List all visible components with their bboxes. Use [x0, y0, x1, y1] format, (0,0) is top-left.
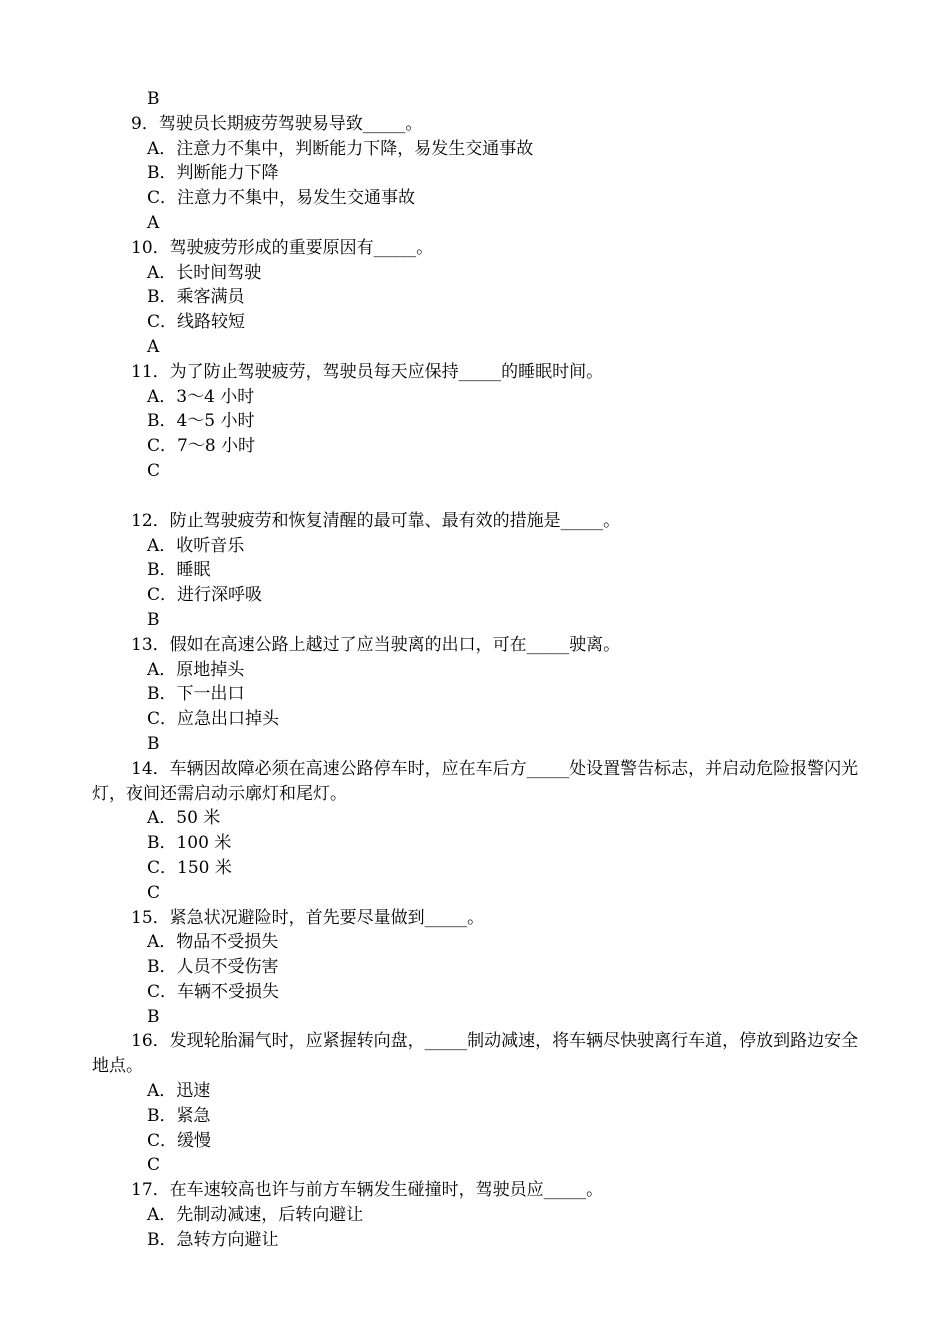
question-10 [0, 236, 950, 261]
option-b: B．急转方向避让 [147, 1229, 279, 1250]
question-text: 为了防止驾驶疲劳，驾驶员每天应保持_____的睡眠时间。 [169, 361, 604, 382]
question-text: 防止驾驶疲劳和恢复清醒的最可靠、最有效的措施是_____。 [169, 510, 621, 531]
option-b: B．下一出口 [147, 684, 245, 705]
option-c: C．车辆不受损失 [147, 981, 280, 1002]
answer-line: A [147, 212, 160, 233]
option-a: A．注意力不集中，判断能力下降，易发生交通事故 [147, 138, 534, 159]
question-14 [0, 757, 950, 807]
option-a: A．先制动减速，后转向避让 [147, 1205, 364, 1226]
answer-line: C [147, 460, 161, 481]
question-number: 9． [131, 113, 159, 134]
option-a: A．长时间驾驶 [147, 262, 262, 283]
question-text: 发现轮胎漏气时，应紧握转向盘，_____制动减速，将车辆尽快驶离行车道，停放到路边安全地点。 [92, 1031, 859, 1077]
answer-line: C [147, 882, 161, 903]
option-a: A．物品不受损失 [147, 932, 279, 953]
question-12 [0, 509, 950, 534]
question-text: 在车速较高也许与前方车辆发生碰撞时，驾驶员应_____。 [169, 1180, 604, 1201]
answer-line: C [147, 1155, 161, 1176]
question-text: 车辆因故障必须在高速公路停车时，应在车后方_____处设置警告标志，并启动危险报警闪光灯，夜间还需启动示廓灯和尾灯。 [92, 758, 859, 804]
option-c: C．应急出口掉头 [147, 709, 280, 730]
option-a: A．原地掉头 [147, 659, 245, 680]
question-number: 10． [131, 237, 170, 258]
question-16 [0, 1029, 950, 1079]
option-b: B．紧急 [147, 1105, 211, 1126]
question-number: 14． [131, 758, 170, 779]
option-b: B．判断能力下降 [147, 163, 279, 184]
blank-gap [0, 484, 950, 509]
answer-line: B [147, 89, 160, 109]
option-b: B．乘客满员 [147, 287, 245, 308]
question-text: 驾驶疲劳形成的重要原因有_____。 [169, 237, 434, 258]
option-a: A．50 米 [147, 808, 221, 829]
answer-line: B [147, 733, 160, 754]
question-number: 13． [131, 634, 170, 655]
question-text: 驾驶员长期疲劳驾驶易导致_____。 [158, 113, 423, 134]
answer-line: B [147, 609, 160, 630]
option-b: B．4～5 小时 [147, 411, 255, 432]
question-number: 17． [131, 1180, 170, 1201]
question-9 [0, 112, 950, 137]
option-c: C．注意力不集中，易发生交通事故 [147, 188, 416, 209]
option-c: C．线路较短 [147, 312, 246, 333]
option-c: C．缓慢 [147, 1130, 212, 1151]
option-c: C．150 米 [147, 857, 232, 878]
question-text: 紧急状况避险时，首先要尽量做到_____。 [169, 907, 485, 928]
option-c: C．7～8 小时 [147, 436, 256, 457]
question-number: 12． [131, 510, 170, 531]
question-number: 15． [131, 907, 170, 928]
question-number: 11． [131, 361, 170, 382]
option-c: C．进行深呼吸 [147, 585, 263, 606]
question-text: 假如在高速公路上越过了应当驶离的出口，可在_____驶离。 [169, 634, 621, 655]
question-number: 16． [131, 1031, 170, 1052]
question-15 [0, 906, 950, 931]
question-11 [0, 360, 950, 385]
option-a: A．3～4 小时 [147, 386, 255, 407]
option-a: A．迅速 [147, 1081, 211, 1102]
question-17 [0, 1178, 950, 1203]
question-13 [0, 633, 950, 658]
option-a: A．收听音乐 [147, 535, 245, 556]
option-b: B．人员不受伤害 [147, 957, 279, 978]
answer-line: B [147, 1006, 160, 1027]
option-b: B．100 米 [147, 833, 232, 854]
answer-line: A [147, 336, 160, 357]
option-b: B．睡眠 [147, 560, 211, 581]
document-page [0, 87, 950, 1253]
